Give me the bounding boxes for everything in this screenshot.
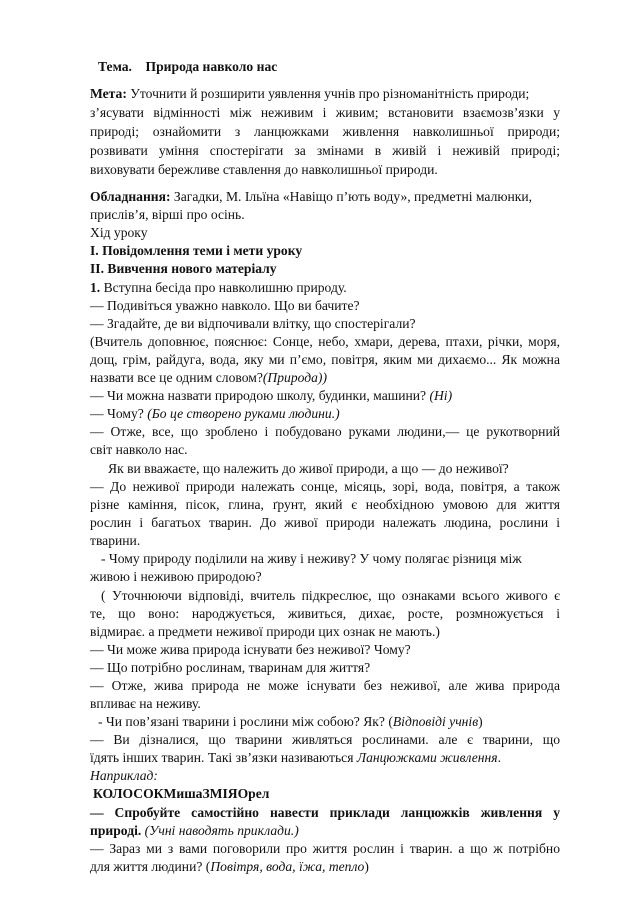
task-line-1: — Спробуйте самостійно навести приклади ланцюжків живлення у <box>90 805 560 820</box>
paragraph-4-line-1: — Ви дізналися, що тварини живляться рослинами. але є тварини, що <box>90 732 560 747</box>
question-7-line-1: - Чому природу поділили на живу і неживу? У чому полягає різниця між <box>101 551 522 566</box>
goal-line-3: природі; ознайомити з ланцюжками живлення навколишньої природи; <box>90 124 560 139</box>
question-11-text: - Чи пов’язані тварини і рослини між собою? Як? ( <box>98 714 393 729</box>
paragraph-3-line-3: відмирає. а предмети неживої природи цих ознак не мають.) <box>90 624 440 639</box>
question-12-line-2 <box>90 859 560 876</box>
paragraph-4-end: . <box>497 750 501 765</box>
paragraph-1-last-text: назвати все це одним словом? <box>90 370 263 385</box>
equipment-line-1 <box>90 189 560 206</box>
paragraph-2-line-4: тварини. <box>90 533 141 548</box>
task-text: природі. <box>90 823 142 838</box>
question-4 <box>90 406 560 423</box>
question-6: Як ви вважаєте, що належить до живої природи, а що — до неживої? <box>108 461 509 476</box>
question-12-end: ) <box>364 859 369 874</box>
question-4-text: — Чому? <box>90 406 148 421</box>
item-1-text: Вступна бесіда про навколишню природу. <box>103 280 347 295</box>
item-1 <box>90 280 560 297</box>
paragraph-3-line-1: ( Уточнюючи відповіді, вчитель підкреслює, що ознаками всього живого є <box>101 588 560 603</box>
topic-line <box>98 59 568 76</box>
statement-1-line-2: світ навколо нас. <box>90 442 188 457</box>
goal-line-4: розвивати уміння спостерігати за змінами в живій і неживій природі; <box>90 143 560 158</box>
paragraph-4-text: їдять інших тварин. Такі зв’язки називаються <box>90 750 357 765</box>
paragraph-2-line-2: різне каміння, пісок, глина, ґрунт, який є необхідною умовою для життя <box>90 497 560 512</box>
goal-label: Мета: <box>90 86 127 101</box>
section-2-heading: ІІ. Вивчення нового матеріалу <box>90 261 277 276</box>
equipment-text-1: Загадки, М. Ільїна «Навіщо п’ють воду», предметні малюнки, <box>173 189 533 204</box>
goal-line-1 <box>90 86 560 103</box>
question-3-answer: (Ні) <box>429 388 453 403</box>
statement-1-line-1: — Отже, все, що зроблено і побудовано руками людини,— це рукотворний <box>90 424 560 439</box>
food-chain-term: Ланцюжками живлення <box>356 750 498 765</box>
topic-title: Природа навколо нас <box>145 59 278 74</box>
equipment-label: Обладнання: <box>90 189 171 204</box>
paragraph-1-answer: (Природа)) <box>262 370 327 385</box>
question-12-answer: Повітря, вода, їжа, тепло <box>210 859 365 874</box>
goal-text-1: Уточнити й розширити уявлення учнів про різноманітність природи; <box>130 86 530 101</box>
paragraph-1-line-2: дощ, грім, райдуга, вода, яку ми п’ємо, повітря, яким ми дихаємо... Як можна <box>90 352 560 367</box>
item-1-number: 1. <box>90 280 101 295</box>
task-line-2 <box>90 823 560 840</box>
paragraph-2-line-1: — До неживої природи належать сонце, місяць, зорі, вода, повітря, а також <box>90 479 560 494</box>
statement-2-line-1: — Отже, жива природа не може існувати без неживої, але жива природа <box>90 678 560 693</box>
paragraph-4-line-2 <box>90 750 560 767</box>
question-4-answer: (Бо це створено руками людини.) <box>147 406 340 421</box>
question-11-answer: Відповіді учнів <box>392 714 479 729</box>
question-1: — Подивіться уважно навколо. Що ви бачите? <box>90 298 360 313</box>
question-12-line-1: — Зараз ми з вами поговорили про життя рослин і тварин. а що ж потрібно <box>90 841 560 856</box>
food-chain-example: КОЛОСОКМишаЗМІЯОрел <box>93 786 270 801</box>
question-3-text: — Чи можна назвати природою школу, будинки, машини? <box>90 388 430 403</box>
example-label: Наприклад: <box>90 768 158 783</box>
statement-2-line-2: впливає на неживу. <box>90 696 201 711</box>
goal-line-2: з’ясувати відмінності між неживим і живим; встановити взаємозв’язки у <box>90 105 560 120</box>
question-2: — Згадайте, де ви відпочивали влітку, що спостерігали? <box>90 316 416 331</box>
question-7-line-2: живою і неживою природою? <box>90 569 262 584</box>
equipment-line-2: прислів’я, вірші про осінь. <box>90 207 245 222</box>
goal-line-5: виховувати бережливе ставлення до навколишньої природи. <box>90 162 438 177</box>
question-8: — Чи може жива природа існувати без неживої? Чому? <box>90 642 411 657</box>
paragraph-3-line-2: те, що воно: народжується, живиться, дихає, росте, розмножується і <box>90 606 560 621</box>
question-12-text: для життя людини? ( <box>90 859 211 874</box>
section-1-heading: І. Повідомлення теми і мети уроку <box>90 243 303 258</box>
paragraph-1-line-3 <box>90 370 560 387</box>
paragraph-2-line-3: рослин і багатьох тварин. До живої природи належать людина, рослини і <box>90 515 560 530</box>
question-11 <box>98 714 568 731</box>
question-3 <box>90 388 560 405</box>
lesson-progress-heading: Хід уроку <box>90 225 148 240</box>
topic-label: Тема. <box>98 59 132 74</box>
task-answer: (Учні наводять приклади.) <box>144 823 299 838</box>
paragraph-1-line-1: (Вчитель доповнює, пояснює: Сонце, небо, хмари, дерева, птахи, річки, моря, <box>90 334 560 349</box>
question-11-end: ) <box>478 714 483 729</box>
question-9: — Що потрібно рослинам, тваринам для життя? <box>90 660 371 675</box>
